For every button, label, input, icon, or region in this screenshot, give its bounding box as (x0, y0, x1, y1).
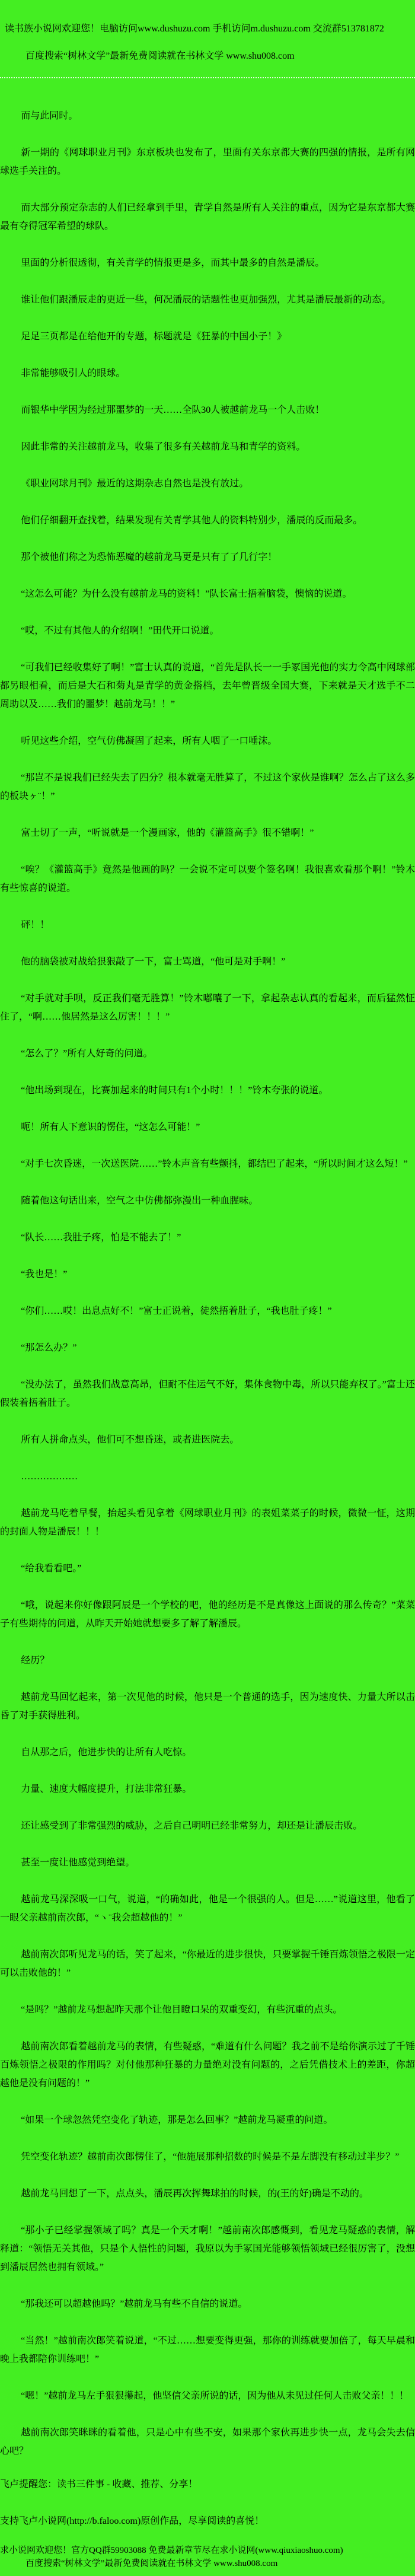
paragraph: 越前龙马深深吸一口气，说道，“的确如此，他是一个很强的人。但是……”说道这里，他看了一眼父亲越前南次郎，“ヽ¨我会超越他的！” (0, 1894, 415, 1923)
paragraph: 里面的分析很透彻，有关青学的情报更是多，而其中最多的自然是潘辰。 (21, 258, 325, 268)
paragraph: “你们……哎！出息点好不！”富士正说着，徒然捂着肚子，“我也肚子疼！” (21, 1306, 332, 1316)
paragraph: 所有人拼命点头，他们可不想昏迷，或者进医院去。 (21, 1435, 240, 1445)
paragraph: “如果一个球忽然凭空变化了轨迹，那是怎么回事？”越前龙马凝重的问道。 (21, 2115, 333, 2125)
paragraph: 新一期的《网球职业月刊》东京板块也发布了，里面有关东京都大赛的四强的情报，是所有网球选手关注的。 (0, 148, 415, 176)
paragraph: “那怎么办？” (21, 1343, 77, 1353)
paragraph: 越前南次郎听见龙马的话，笑了起来，“你最近的进步很快，只要掌握千锤百炼领悟之极限一定可以击败他的！” (0, 1950, 415, 1978)
paragraph: 凭空变化轨迹？越前南次郎愣住了，“他施展那种招数的时候是不是左脚没有移动过半步？” (21, 2152, 400, 2162)
paragraph: 呃！所有人下意识的愣住，“这怎么可能！” (21, 1122, 200, 1132)
paragraph: “唉？《灌篮高手》竟然是他画的吗？一会说不定可以要个签名啊！我很喜欢看那个啊！”铃木有些惊喜的说道。 (0, 865, 415, 893)
paragraph: “我也是！” (21, 1269, 68, 1279)
footer (0, 2479, 415, 2576)
paragraph: “队长……我肚子疼，怕是不能去了！” (21, 1233, 181, 1243)
paragraph: “嗯！”越前龙马左手狠狠攥起，他坚信父亲所说的话，因为他从未见过任何人击败父亲！！！ (21, 2391, 409, 2401)
paragraph: 甚至一度让他感觉到绝望。 (21, 1858, 135, 1868)
shulin-promo-text: 百度搜索“树林文学”最新免费阅读就在书林文学 www.shu008.com (25, 2559, 278, 2568)
paragraph: “这怎么可能？为什么没有越前龙马的资料！”队长富士捂着脑袋，懊恼的说道。 (21, 589, 352, 599)
paragraph: 砰！！ (21, 920, 50, 930)
paragraph: “是吗？”越前龙马想起昨天那个让他目瞪口呆的双重变幻，有些沉重的点头。 (21, 2005, 343, 2015)
paragraph: 足足三页都是在给他开的专题，标题就是《狂暴的中国小子！》 (21, 332, 287, 342)
paragraph: 还让感受到了非常强烈的威胁，之后自己明明已经非常努力，却还是让潘辰击败。 (21, 1821, 363, 1831)
paragraph: 富士切了一声，“听说就是一个漫画家，他的《灌篮高手》很不错啊！” (21, 828, 314, 838)
paragraph: 经历？ (21, 1655, 50, 1666)
paragraph: 越前龙马回想了一下，点点头，潘辰再次挥舞球拍的时候，的(王的好)确是不动的。 (21, 2189, 369, 2199)
paragraph: “那小子已经掌握领域了吗？真是一个天才啊！”越前南次郎感慨到，看见龙马疑惑的表情，解释道：“领悟无关其他，只是个人悟性的问题，我原以为手冢国光能够领悟领域已经很厉害了，没想到潘辰居然也拥有领域。” (0, 2225, 415, 2272)
paragraph: 谁让他们跟潘辰走的更近一些，何况潘辰的话题性也更加强烈，尤其是潘辰最新的动态。 (21, 295, 391, 305)
paragraph: 而银华中学因为经过那噩梦的一天……全队30人被越前龙马一个人击败！ (21, 405, 325, 415)
faloo-support-text: 支持飞卢小说网(http://b.faloo.com)原创作品，尽享阅读的喜悦！ (0, 2516, 264, 2526)
paragraph: 越前南次郎看着越前龙马的表情，有些疑惑，“难道有什么问题？我之前不是给你演示过了千锤百炼领悟之极限的作用吗？对付他那种狂暴的力量绝对没有问题的，之后凭借技术上的差距，你超越他是没有问题的！” (0, 2042, 415, 2088)
site-header (0, 0, 415, 78)
faloo-reminder-text: 飞卢提醒您：读书三件事 - 收藏、推荐、分享！ (0, 2479, 198, 2489)
paragraph: “给我看看吧。” (21, 1564, 82, 1574)
paragraph: “哦，说起来你好像跟阿辰是一个学校的吧，他的经历是不是真像这上面说的那么传奇？”菜菜子有些期待的问道，从昨天开始她就想要多了解了解潘辰。 (0, 1600, 415, 1629)
paragraph: 因此非常的关注越前龙马，收集了很多有关越前龙马和青学的资料。 (21, 442, 306, 452)
paragraph: 那个被他们称之为恐怖恶魔的越前龙马更是只有了了几行字！ (21, 552, 277, 562)
paragraph: “可我们已经收集好了啊！”富士认真的说道，“首先是队长一一手冢国光他的实力令高中网球部都另眼相看，而后是大石和菊丸是青学的黄金搭档，去年曾晋级全国大赛，下来就是天才选手不二周助以及……我们的噩梦！越前龙马！！” (0, 663, 415, 709)
paragraph: 而与此同时。 (21, 111, 78, 121)
paragraph: 随着他这句话出来，空气之中仿佛都弥漫出一种血腥味。 (21, 1196, 258, 1206)
paragraph: “怎么了？”所有人好奇的问道。 (21, 1049, 153, 1059)
paragraph: “对手就对手呗，反正我们毫无胜算！”铃木嘟囔了一下，拿起杂志认真的看起来，而后猛然怔住了，“啊……他居然是这么厉害！！！” (0, 994, 415, 1022)
paragraph: 而大部分预定杂志的人们已经拿到手里，青学自然是所有人关注的重点，因为它是东京都大赛最有夺得冠军希望的球队。 (0, 203, 415, 231)
paragraph: 力量、速度大幅度提升，打法非常狂暴。 (21, 1784, 192, 1794)
paragraph: 越前南次郎笑眯眯的看着他，只是心中有些不安，如果那个家伙再进步快一点，龙马会失去信心吧？ (0, 2428, 415, 2456)
paragraph: “那岂不是说我们已经失去了四分？根本就毫无胜算了，不过这个家伙是谁啊？怎么占了这么多的板块ヶ¨！” (0, 773, 415, 801)
paragraph: “没办法了，虽然我们战意高昂，但耐不住运气不好，集体食物中毒，所以只能弃权了。”富士还假装着捂着肚子。 (0, 1380, 415, 1408)
paragraph: “哎，不过有其他人的介绍啊！”田代开口说道。 (21, 626, 219, 636)
paragraph: “那我还可以超越他吗？”越前龙马有些不自信的说道。 (21, 2299, 248, 2309)
chapter-text (0, 78, 415, 2460)
paragraph: 《职业网球月刊》最近的这期杂志自然也是没有放过。 (21, 479, 249, 489)
paragraph: 自从那之后，他进步快的让所有人吃惊。 (21, 1747, 192, 1757)
paragraph: 他们仔细翻开查找着，结果发现有关青学其他人的资料特别少，潘辰的反而最多。 (21, 515, 363, 526)
paragraph: 他的脑袋被对战给狠狠敲了一下，富士骂道，“他可是对手啊！” (21, 957, 286, 967)
qiuxiaoshuo-promo-text: 求小说网欢迎您！官方QQ群59903088 免费最新章节尽在求小说网(www.qiuxiaoshuo.com) (0, 2546, 343, 2555)
paragraph: “他出场到现在，比赛加起来的时间只有1个小时！！！”铃木夸张的说道。 (21, 1085, 328, 1096)
paragraph: 越前龙马吃着早餐，抬起头看见拿着《网球职业月刊》的表姐菜菜子的时候，微微一怔，这期的封面人物是潘辰！！！ (0, 1508, 415, 1537)
paragraph: ……………… (21, 1472, 78, 1482)
site-promo-text: 百度搜索“树林文学”最新免费阅读就在书林文学 www.shu008.com (25, 51, 295, 61)
site-welcome-text: 读书族小说网欢迎您！电脑访问www.dushuzu.com 手机访问m.dushuzu.com 交流群513781872 (5, 24, 384, 34)
paragraph: 非常能够吸引人的眼球。 (21, 368, 126, 378)
paragraph: 越前龙马回忆起来，第一次见他的时候，他只是一个普通的选手，因为速度快、力量大所以击昏了对手获得胜利。 (0, 1692, 415, 1721)
paragraph: “对手七次昏迷，一次送医院……”铃木声音有些颤抖，都结巴了起来，“所以时间才这么短！” (21, 1159, 408, 1169)
paragraph: 听见这些介绍，空气仿佛凝固了起来，所有人咽了一口唾沫。 (21, 736, 277, 746)
paragraph: “当然！”越前南次郎笑着说道，“不过……想要变得更强，那你的训练就要加倍了，每天早晨和晚上我都陪你训练吧！” (0, 2336, 415, 2364)
